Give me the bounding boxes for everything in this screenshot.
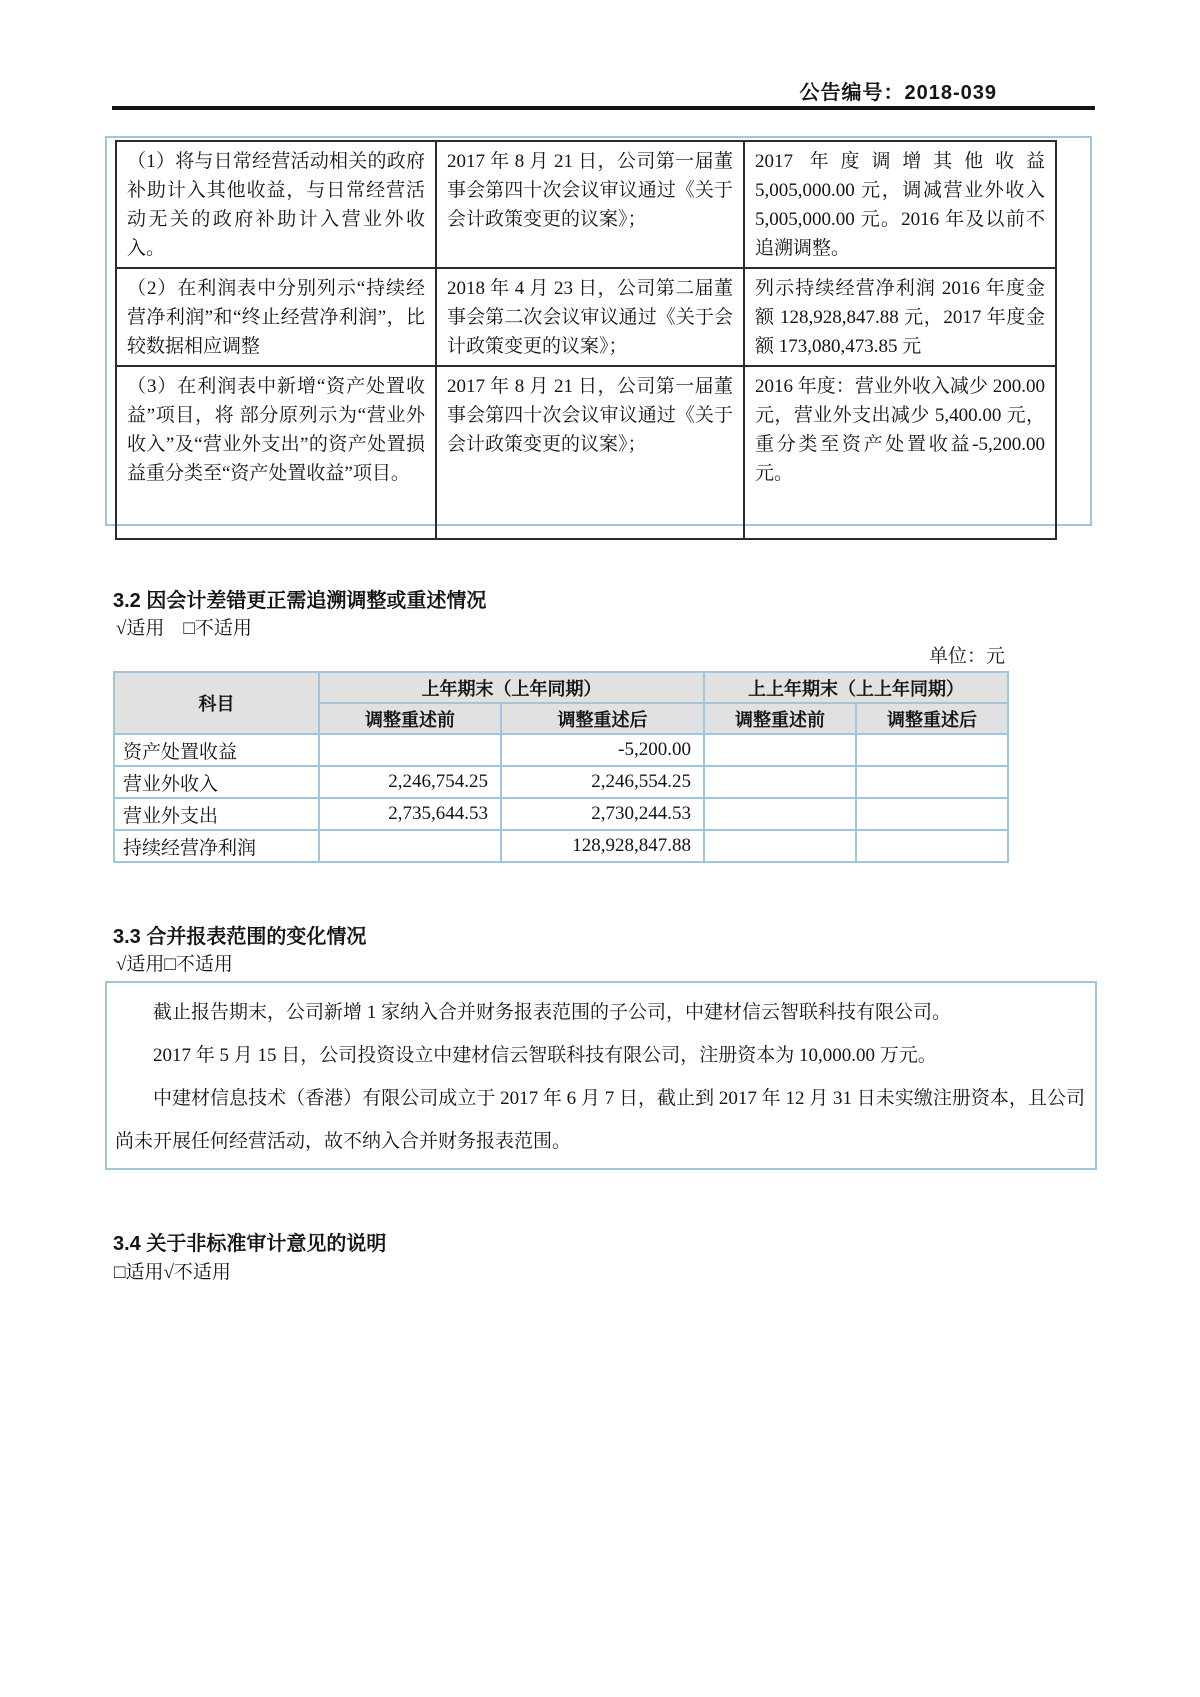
after-restatement-header: 调整重述后 [501, 703, 704, 734]
policy-change-cell: （3）在利润表中新增“资产处置收益”项目，将 部分原列示为“营业外收入”及“营业外支出”的资产处置损益重分类至“资产处置收益”项目。 [116, 366, 436, 539]
section-3-2-title: 3.2 因会计差错更正需追溯调整或重述情况 [113, 590, 487, 612]
value-cell [319, 830, 501, 862]
policy-effect-cell: 2016 年度：营业外收入减少 200.00 元，营业外支出减少 5,400.00 元，重分类至资产处置收益-5,200.00 元。 [744, 366, 1056, 539]
value-cell: 128,928,847.88 [501, 830, 704, 862]
value-cell [856, 830, 1008, 862]
value-cell [856, 766, 1008, 798]
prior2-period-group-header: 上上年期末（上上年同期） [704, 672, 1008, 703]
policy-effect-cell: 2017 年度调增其他收益 5,005,000.00 元，调减营业外收入 5,005,000.00 元。2016 年及以前不追溯调整。 [744, 141, 1056, 268]
value-cell [704, 830, 856, 862]
restatement-header-row-groups [114, 672, 1008, 703]
subject-header-cell: 科目 [114, 672, 319, 734]
policy-row [116, 141, 1056, 268]
value-cell [704, 734, 856, 766]
scope-paragraph: 截止报告期末，公司新增 1 家纳入合并财务报表范围的子公司，中建材信云智联科技有限公司。 [153, 1002, 952, 1023]
section-3-4-applicability: □适用√不适用 [114, 1262, 231, 1283]
value-cell: -5,200.00 [501, 734, 704, 766]
unit-label: 单位：元 [928, 646, 1005, 667]
value-cell [856, 734, 1008, 766]
policy-change-table [115, 140, 1057, 540]
value-cell [704, 798, 856, 830]
policy-change-cell: （1）将与日常经营活动相关的政府补助计入其他收益，与日常经营活动无关的政府补助计入营业外收入。 [116, 141, 436, 268]
policy-row [116, 366, 1056, 539]
doc-number: 公告编号：2018-039 [799, 82, 997, 104]
subject-cell: 营业外收入 [114, 766, 319, 798]
before-restatement-header: 调整重述前 [704, 703, 856, 734]
policy-approval-cell: 2017 年 8 月 21 日，公司第一届董事会第四十次会议审议通过《关于会计政策变更的议案》； [436, 141, 744, 268]
policy-change-cell: （2）在利润表中分别列示“持续经营净利润”和“终止经营净利润”，比较数据相应调整 [116, 268, 436, 366]
value-cell: 2,730,244.53 [501, 798, 704, 830]
section-3-3-title: 3.3 合并报表范围的变化情况 [113, 926, 367, 948]
policy-row [116, 268, 1056, 366]
scope-paragraph: 中建材信息技术（香港）有限公司成立于 2017 年 6 月 7 日，截止到 2017 年 12 月 31 日未实缴注册资本，且公司尚未开展任何经营活动，故不纳入合并财务报表范围。 [115, 1088, 1085, 1152]
restatement-row [114, 766, 1008, 798]
section-3-4-title: 3.4 关于非标准审计意见的说明 [113, 1233, 387, 1255]
subject-cell: 营业外支出 [114, 798, 319, 830]
header-rule [112, 106, 1095, 110]
value-cell [319, 734, 501, 766]
policy-approval-cell: 2018 年 4 月 23 日，公司第二届董事会第二次会议审议通过《关于会计政策变更的议案》； [436, 268, 744, 366]
subject-cell: 持续经营净利润 [114, 830, 319, 862]
policy-effect-cell: 列示持续经营净利润 2016 年度金额 128,928,847.88 元，2017 年度金额 173,080,473.85 元 [744, 268, 1056, 366]
policy-approval-cell: 2017 年 8 月 21 日，公司第一届董事会第四十次会议审议通过《关于会计政策变更的议案》； [436, 366, 744, 539]
restatement-table [113, 671, 1009, 863]
restatement-row [114, 798, 1008, 830]
restatement-row [114, 734, 1008, 766]
scope-change-box [105, 981, 1097, 1170]
value-cell: 2,735,644.53 [319, 798, 501, 830]
value-cell: 2,246,554.25 [501, 766, 704, 798]
value-cell [704, 766, 856, 798]
value-cell [856, 798, 1008, 830]
after-restatement-header: 调整重述后 [856, 703, 1008, 734]
subject-cell: 资产处置收益 [114, 734, 319, 766]
restatement-row [114, 830, 1008, 862]
scope-paragraph: 2017 年 5 月 15 日，公司投资设立中建材信云智联科技有限公司，注册资本为 10,000.00 万元。 [153, 1045, 937, 1066]
section-3-3-applicability: √适用□不适用 [116, 954, 233, 975]
section-3-2-applicability: √适用 □不适用 [116, 618, 252, 639]
prior-period-group-header: 上年期末（上年同期） [319, 672, 704, 703]
before-restatement-header: 调整重述前 [319, 703, 501, 734]
value-cell: 2,246,754.25 [319, 766, 501, 798]
